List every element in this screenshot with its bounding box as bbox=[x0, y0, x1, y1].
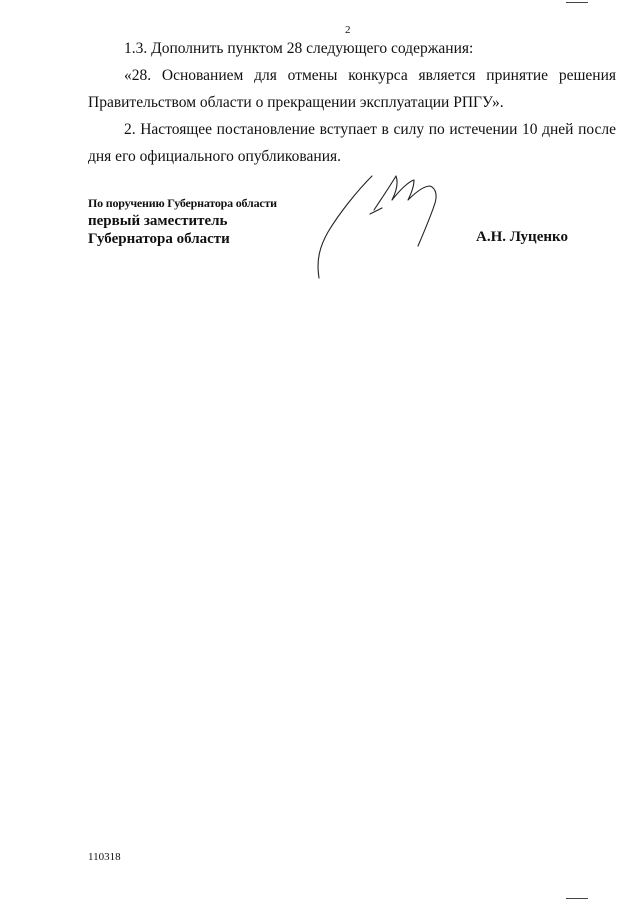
scan-mark-top-right bbox=[566, 2, 588, 3]
signer-name: А.Н. Луценко bbox=[476, 229, 568, 245]
signature-authority-line: По поручению Губернатора области bbox=[88, 196, 277, 210]
signature-position-line-2: Губернатора области bbox=[88, 231, 230, 247]
signature-position-line: первый заместитель bbox=[88, 213, 228, 229]
handwritten-signature-icon bbox=[300, 160, 460, 285]
page-number: 2 bbox=[345, 24, 351, 36]
document-code: 110318 bbox=[88, 851, 121, 863]
signature-block bbox=[88, 194, 277, 248]
scan-mark-bottom-right bbox=[566, 898, 588, 899]
paragraph-effective-date: 2. Настоящее постановление вступает в силу по истечении 10 дней после дня его официального опубликования. bbox=[88, 121, 616, 165]
paragraph-1-3: 1.3. Дополнить пунктом 28 следующего содержания: bbox=[124, 40, 474, 57]
paragraph-28-quote: «28. Основанием для отмены конкурса является принятие решения Правительством области о прекращении эксплуатации РПГУ». bbox=[88, 67, 616, 111]
